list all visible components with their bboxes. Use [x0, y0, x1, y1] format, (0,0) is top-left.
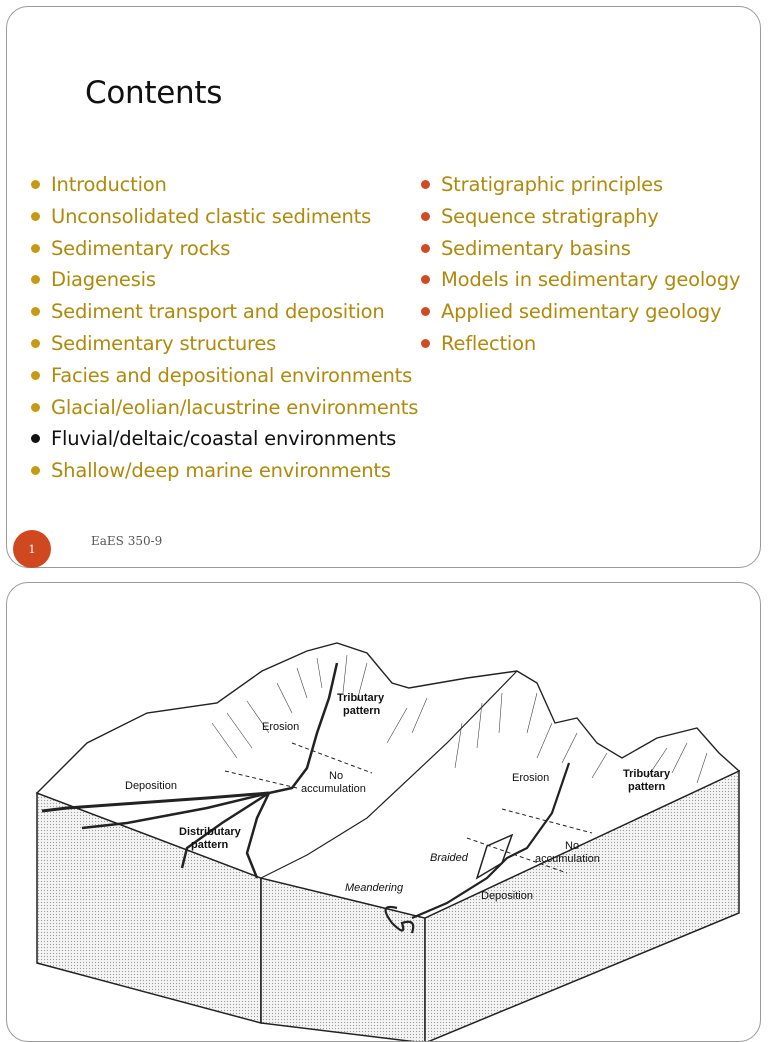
bullet-icon — [31, 466, 40, 475]
contents-item: Introduction — [29, 171, 418, 203]
contents-item: Applied sedimentary geology — [419, 298, 740, 330]
diagram-slide — [6, 582, 761, 1042]
bullet-icon — [421, 307, 430, 316]
slide-number-badge: 1 — [13, 530, 51, 568]
contents-item: Fluvial/deltaic/coastal environments — [29, 425, 418, 457]
label-erosion-left: Erosion — [262, 721, 300, 733]
label-distributary: Distributary — [179, 826, 241, 838]
bullet-icon — [31, 212, 40, 221]
contents-item: Unconsolidated clastic sediments — [29, 203, 418, 235]
label-distributary-2: pattern — [191, 839, 229, 851]
contents-list-left — [29, 171, 418, 489]
contents-item: Sequence stratigraphy — [419, 203, 740, 235]
label-erosion-right: Erosion — [512, 772, 550, 784]
bullet-icon — [31, 371, 40, 380]
contents-item: Sedimentary structures — [29, 330, 418, 362]
course-code: EaES 350-9 — [91, 534, 163, 548]
contents-item: Stratigraphic principles — [419, 171, 740, 203]
bullet-icon — [421, 212, 430, 221]
label-tributary-right: Tributary — [623, 768, 671, 780]
bullet-icon — [31, 307, 40, 316]
bullet-icon — [31, 434, 40, 443]
label-deposition-right: Deposition — [481, 890, 533, 902]
contents-slide — [6, 6, 761, 568]
label-deposition-left: Deposition — [125, 780, 177, 792]
bullet-icon — [31, 244, 40, 253]
contents-item: Facies and depositional environments — [29, 362, 418, 394]
bullet-icon — [31, 275, 40, 284]
label-meandering: Meandering — [345, 882, 404, 894]
contents-item: Sedimentary basins — [419, 235, 740, 267]
label-braided: Braided — [430, 852, 468, 864]
label-no-accumulation-right-2: accumulation — [535, 853, 600, 865]
contents-item: Sediment transport and deposition — [29, 298, 418, 330]
label-tributary-left-2: pattern — [343, 705, 381, 717]
contents-item: Models in sedimentary geology — [419, 266, 740, 298]
fluvial-block-diagram — [7, 583, 761, 1042]
label-no-accumulation-left-2: accumulation — [301, 783, 366, 795]
contents-item: Shallow/deep marine environments — [29, 457, 418, 489]
slide-title: Contents — [85, 75, 223, 111]
label-tributary-right-2: pattern — [628, 781, 666, 793]
label-no-accumulation-right: No — [565, 840, 580, 852]
bullet-icon — [31, 403, 40, 412]
label-no-accumulation-left: No — [329, 770, 344, 782]
contents-item: Glacial/eolian/lacustrine environments — [29, 394, 418, 426]
bullet-icon — [31, 339, 40, 348]
contents-list-right — [419, 171, 740, 362]
contents-item: Reflection — [419, 330, 740, 362]
label-tributary-left: Tributary — [337, 692, 385, 704]
bullet-icon — [31, 180, 40, 189]
bullet-icon — [421, 339, 430, 348]
contents-item: Diagenesis — [29, 266, 418, 298]
bullet-icon — [421, 275, 430, 284]
bullet-icon — [421, 244, 430, 253]
bullet-icon — [421, 180, 430, 189]
contents-item: Sedimentary rocks — [29, 235, 418, 267]
